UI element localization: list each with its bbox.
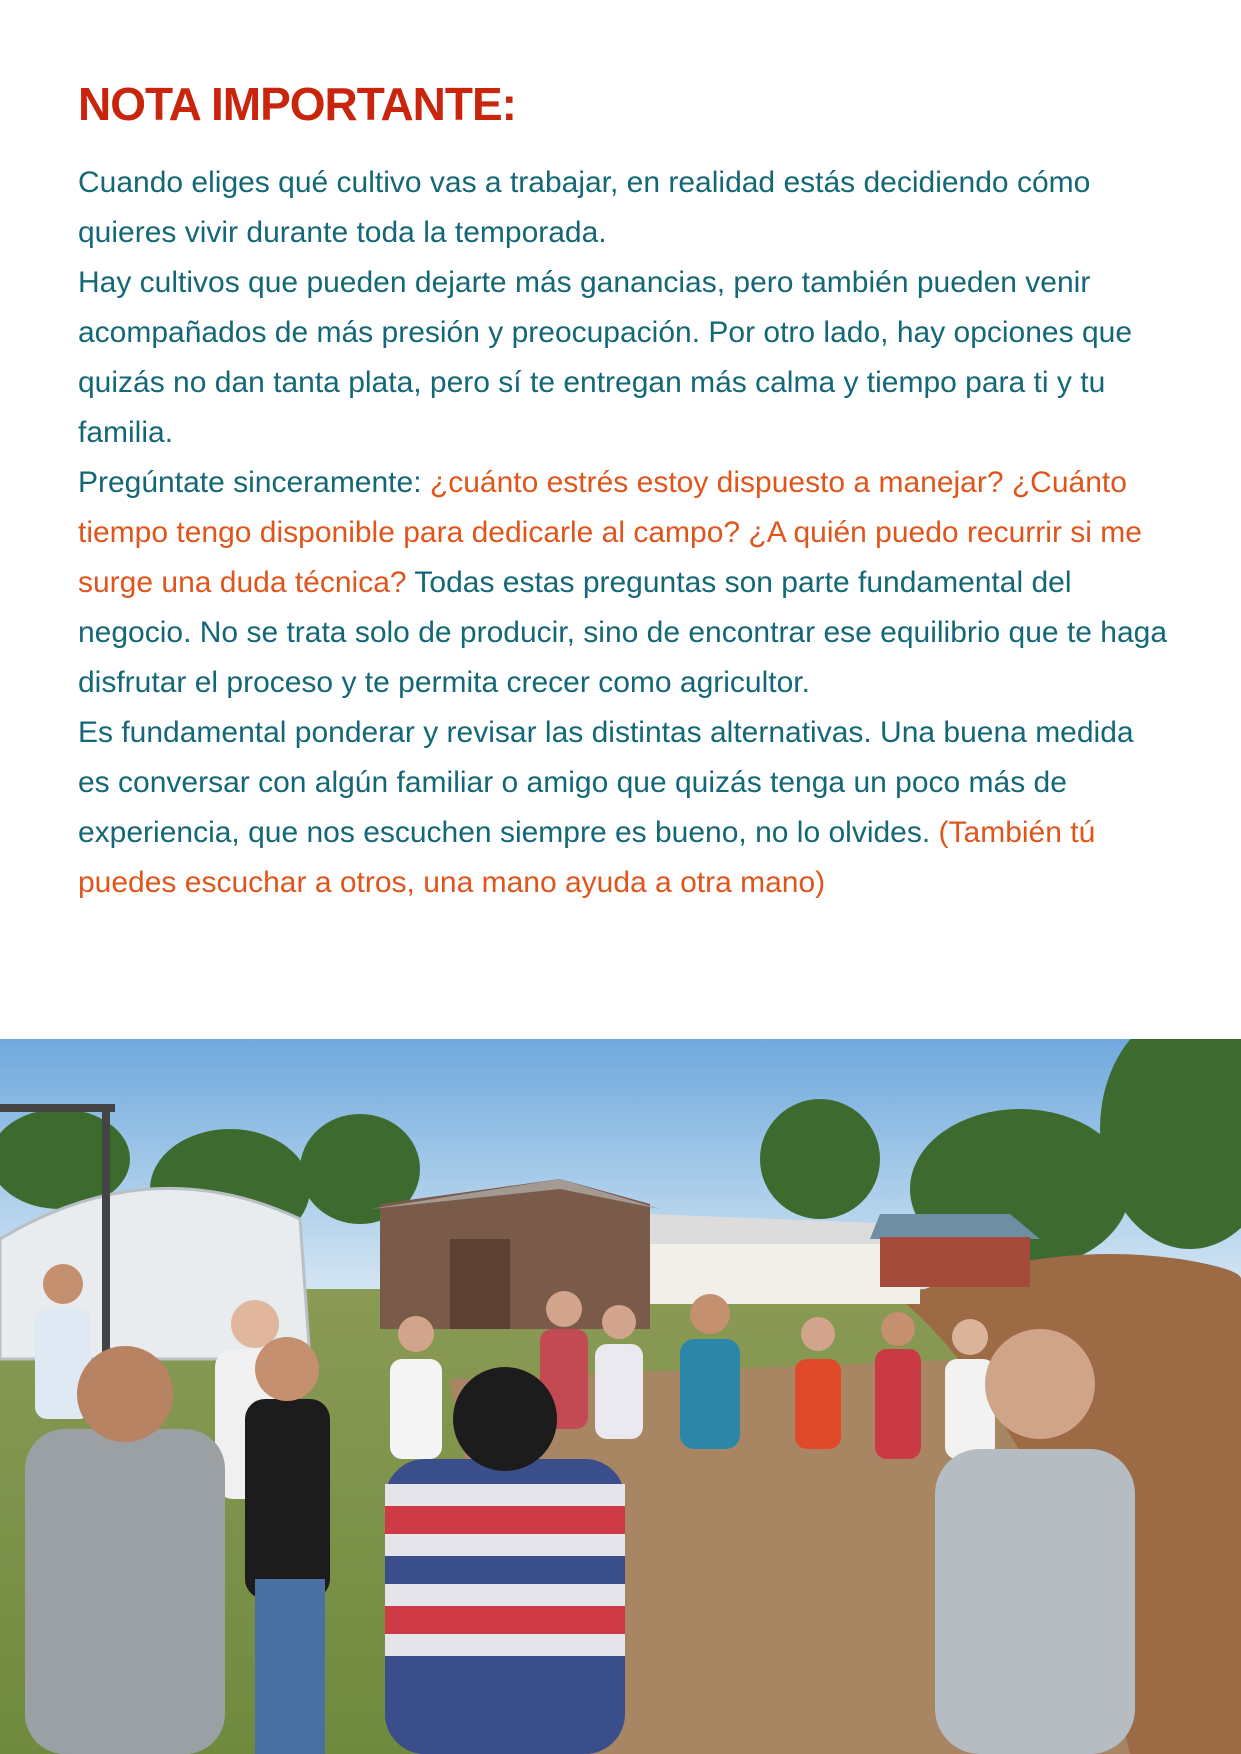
highlighted-note: (También tú puedes escuchar a otros, una mano ayuda a otra mano) xyxy=(78,816,1096,899)
note-title: NOTA IMPORTANTE: xyxy=(78,78,516,130)
paragraph-4 xyxy=(78,708,1168,908)
shed xyxy=(870,1214,1040,1287)
paragraph-3 xyxy=(78,458,1168,708)
highlighted-questions: ¿cuánto estrés estoy dispuesto a manejar? ¿Cuánto tiempo tengo disponible para dedicarle al campo? ¿A quién puedo recurrir si me surge una duda técnica? xyxy=(78,466,1142,599)
paragraph-1 xyxy=(78,158,1168,258)
note-body xyxy=(78,158,1168,908)
text-segment: Cuando eliges qué cultivo vas a trabajar, en realidad estás decidiendo cómo quieres vivir durante toda la temporada. xyxy=(78,166,1091,249)
text-segment: Todas estas preguntas son parte fundamental del negocio. No se trata solo de producir, sino de encontrar ese equilibrio que te haga disfrutar el proceso y te permita crecer como agricultor. xyxy=(78,566,1168,699)
paragraph-2 xyxy=(78,258,1168,458)
note-section xyxy=(78,72,1168,908)
text-segment: Pregúntate sinceramente: xyxy=(78,466,430,499)
text-segment: Hay cultivos que pueden dejarte más ganancias, pero también pueden venir acompañados de más presión y preocupación. Por otro lado, hay opciones que quizás no dan tanta plata, pero sí te entregan más calma y tiempo para ti y tu familia. xyxy=(78,266,1132,449)
text-segment: Es fundamental ponderar y revisar las distintas alternativas. Una buena medida es conversar con algún familiar o amigo que quizás tenga un poco más de experiencia, que nos escuchen siempre es bueno, no lo olvides. xyxy=(78,716,1134,849)
field-group-photo xyxy=(0,1039,1241,1754)
